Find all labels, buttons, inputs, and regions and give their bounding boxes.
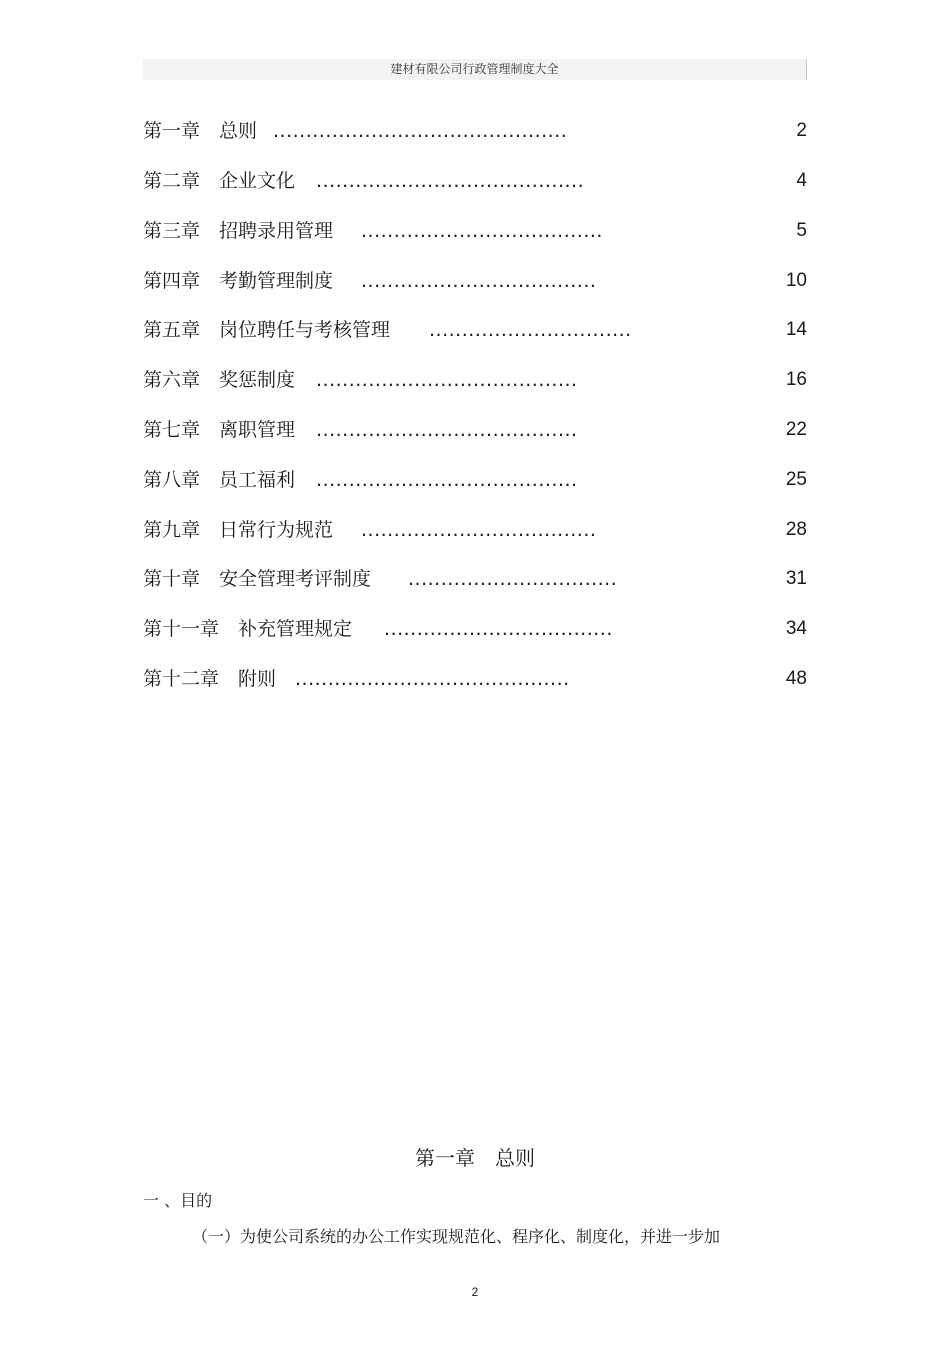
- toc-page-number: 48: [785, 668, 807, 689]
- toc-chapter-title: 第十二章 附则: [143, 668, 277, 690]
- toc-page-number: 31: [785, 568, 807, 589]
- toc-entry[interactable]: [143, 564, 807, 594]
- toc-page-number: 5: [796, 220, 807, 241]
- toc-chapter-title: 第十章 安全管理考评制度: [143, 568, 372, 590]
- toc-chapter-title: 第五章 岗位聘任与考核管理: [143, 319, 391, 341]
- toc-page-number: 28: [785, 519, 807, 540]
- toc-chapter-title: 第二章 企业文化: [143, 170, 296, 192]
- toc-entry[interactable]: [143, 216, 807, 246]
- toc-page-number: 4: [796, 170, 807, 191]
- toc-entry[interactable]: [143, 664, 807, 694]
- toc-entry[interactable]: [143, 315, 807, 345]
- toc-leader-dots: ........................................: [316, 369, 578, 391]
- toc-entry[interactable]: [143, 515, 807, 545]
- toc-chapter-title: 第七章 离职管理: [143, 419, 296, 441]
- toc-leader-dots: ....................................: [361, 270, 597, 292]
- toc-leader-dots: ........................................: [316, 419, 578, 441]
- toc-chapter-title: 第三章 招聘录用管理: [143, 220, 334, 242]
- toc-chapter-title: 第一章 总则: [143, 120, 258, 142]
- toc-entry[interactable]: [143, 116, 807, 146]
- toc-chapter-title: 第六章 奖惩制度: [143, 369, 296, 391]
- toc-entry[interactable]: [143, 266, 807, 296]
- chapter-title: 第一章 总则: [415, 1146, 535, 1170]
- toc-leader-dots: ....................................: [361, 519, 597, 541]
- toc-chapter-title: 第九章 日常行为规范: [143, 519, 334, 541]
- toc-leader-dots: ...................................: [384, 618, 613, 640]
- toc-chapter-title: 第四章 考勤管理制度: [143, 270, 334, 292]
- toc-leader-dots: ........................................: [316, 469, 578, 491]
- toc-entry[interactable]: [143, 365, 807, 395]
- toc-entry[interactable]: [143, 614, 807, 644]
- toc-page-number: 2: [796, 120, 807, 141]
- toc-entry[interactable]: [143, 166, 807, 196]
- toc-entry[interactable]: [143, 465, 807, 495]
- toc-page-number: 34: [785, 618, 807, 639]
- toc-leader-dots: ................................: [408, 568, 618, 590]
- toc-page-number: 25: [785, 469, 807, 490]
- toc-page-number: 16: [785, 369, 807, 390]
- page-number: 2: [471, 1285, 479, 1299]
- toc-page-number: 14: [785, 319, 807, 340]
- page-header: 建材有限公司行政管理制度大全: [143, 59, 807, 80]
- toc-leader-dots: .............................................: [273, 120, 568, 142]
- toc-chapter-title: 第八章 员工福利: [143, 469, 296, 491]
- body-paragraph: （一）为使公司系统的办公工作实现规范化、程序化、制度化，并进一步加: [192, 1227, 721, 1246]
- toc-page-number: 22: [785, 419, 807, 440]
- toc-leader-dots: ..........................................: [295, 668, 570, 690]
- section-heading: 一 、目的: [143, 1191, 213, 1210]
- toc-entry[interactable]: [143, 415, 807, 445]
- toc-chapter-title: 第十一章 补充管理规定: [143, 618, 353, 640]
- toc-leader-dots: ...............................: [429, 319, 632, 341]
- toc-leader-dots: .........................................: [316, 170, 585, 192]
- toc-leader-dots: .....................................: [361, 220, 603, 242]
- toc-page-number: 10: [785, 270, 807, 291]
